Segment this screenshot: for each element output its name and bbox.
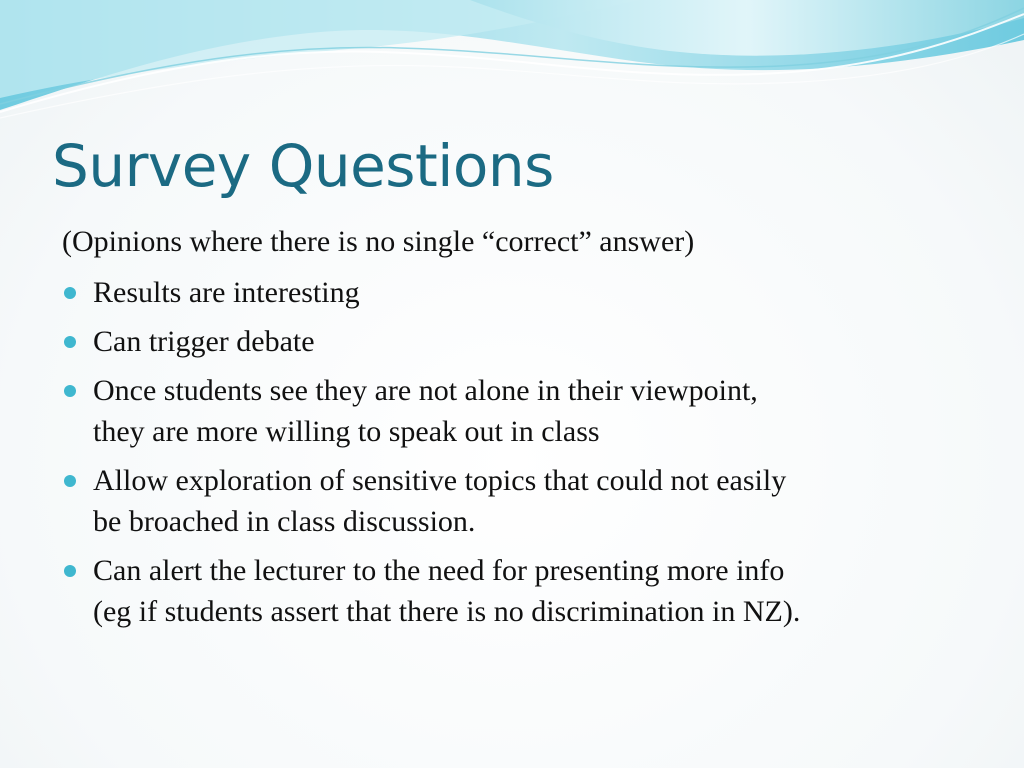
bullet-text-line: Can alert the lecturer to the need for presenting more info <box>93 554 785 587</box>
bullet-icon <box>64 287 76 299</box>
bullet-text-line: Once students see they are not alone in their viewpoint, <box>93 374 758 407</box>
bullet-item <box>62 550 962 632</box>
bullet-item <box>62 272 962 313</box>
bullet-list <box>62 272 962 640</box>
bullet-icon <box>64 336 76 348</box>
bullet-text-line: (eg if students assert that there is no discrimination in NZ). <box>93 595 801 628</box>
bullet-icon <box>64 475 76 487</box>
bullet-icon <box>64 385 76 397</box>
bullet-text-line: Allow exploration of sensitive topics that could not easily <box>93 464 787 497</box>
bullet-item <box>62 321 962 362</box>
bullet-item <box>62 370 962 452</box>
bullet-text-line: Results are interesting <box>93 276 360 309</box>
bullet-text-line: Can trigger debate <box>93 325 315 358</box>
header-wave-decoration <box>0 0 1024 130</box>
bullet-item <box>62 460 962 542</box>
slide-title: Survey Questions <box>52 132 554 200</box>
slide-intro-text: (Opinions where there is no single “correct” answer) <box>62 225 695 258</box>
bullet-text-line: they are more willing to speak out in class <box>93 415 600 448</box>
bullet-text-line: be broached in class discussion. <box>93 505 476 538</box>
bullet-icon <box>64 565 76 577</box>
